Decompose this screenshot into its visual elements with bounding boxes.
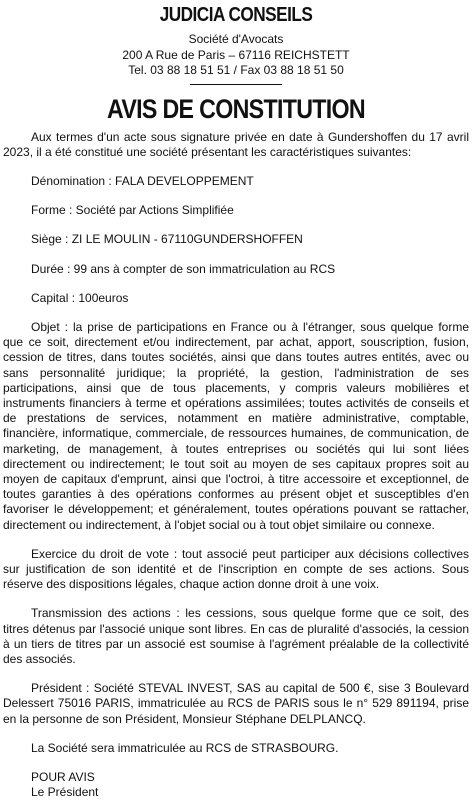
siege-line: Siège : ZI LE MOULIN - 67110GUNDERSHOFFEN (3, 232, 469, 247)
firm-name: JUDICIA CONSEILS (36, 0, 437, 27)
denomination-line: Dénomination : FALA DEVELOPPEMENT (3, 174, 469, 189)
immatriculation-line: La Société sera immatriculée au RCS de STRASBOURG. (3, 741, 469, 756)
firm-phone: Tel. 03 88 18 51 51 / Fax 03 88 18 51 50 (3, 63, 469, 79)
duree-line: Durée : 99 ans à compter de son immatriculation au RCS (3, 262, 469, 277)
objet-paragraph: Objet : la prise de participations en France ou à l'étranger, sous quelque forme que ce soit, directement et/ou indirectement, par achat, apport, souscription, fusion, cession de titres, dans toutes sociétés, ainsi que dans toutes autres entités, avec ou sans personnalité juridique; la propriété, la gestion, l'administration de ses participations, ainsi que de tous placements, y compris valeurs mobilières et instruments financiers à terme et opérations assimilées; toutes activités de conseils et de prestations de services, notamment en matière administrative, comptable, financière, informatique, commerciale, de ressources humaines, de communication, de marketing, de management, à toutes entreprises ou sociétés qui lui sont liées directement ou indirectement; le tout soit au moyen de ses capitaux propres soit au moyen de capitaux d'emprunt, ainsi que l'octroi, à titre accessoire et exceptionnel, de toutes garanties à des opérations conformes au présent objet et susceptibles d'en favoriser le développement; et généralement, toutes opérations pouvant se rattacher, directement ou indirectement, à l'objet social ou à tout objet similaire ou connexe. (3, 320, 469, 533)
firm-details (3, 32, 469, 79)
firm-type: Société d'Avocats (3, 32, 469, 48)
forme-line: Forme : Société par Actions Simplifiée (3, 203, 469, 218)
vote-paragraph: Exercice du droit de vote : tout associé peut participer aux décisions collectives sur justification de son identité et de l'inscription en compte de ses actions. Sous réserve des dispositions légales, chaque action donne droit à une voix. (3, 547, 469, 593)
intro-paragraph: Aux termes d'un acte sous signature privée en date à Gundershoffen du 17 avril 2023, il a été constitué une société présentant les caractéristiques suivantes: (3, 130, 469, 160)
notice-title: AVIS DE CONSTITUTION (36, 93, 437, 125)
signatory-line: Le Président (3, 785, 469, 800)
capital-line: Capital : 100euros (3, 291, 469, 306)
transmission-paragraph: Transmission des actions : les cessions, sous quelque forme que ce soit, des titres détenus par l'associé unique sont libres. En cas de pluralité d'associés, la cession à un tiers de titres par un associé est soumise à l'agrément préalable de la collectivité des associés. (3, 606, 469, 667)
header-divider (190, 84, 282, 85)
pour-avis-line: POUR AVIS (3, 770, 469, 785)
notice-body (3, 130, 469, 800)
president-paragraph: Président : Société STEVAL INVEST, SAS au capital de 500 €, sise 3 Boulevard Delessert 75016 PARIS, immatriculée au RCS de PARIS sous le n° 529 891194, prise en la personne de son Président, Monsieur Stéphane DELPLANCQ. (3, 681, 469, 727)
firm-address: 200 A Rue de Paris – 67116 REICHSTETT (3, 48, 469, 64)
